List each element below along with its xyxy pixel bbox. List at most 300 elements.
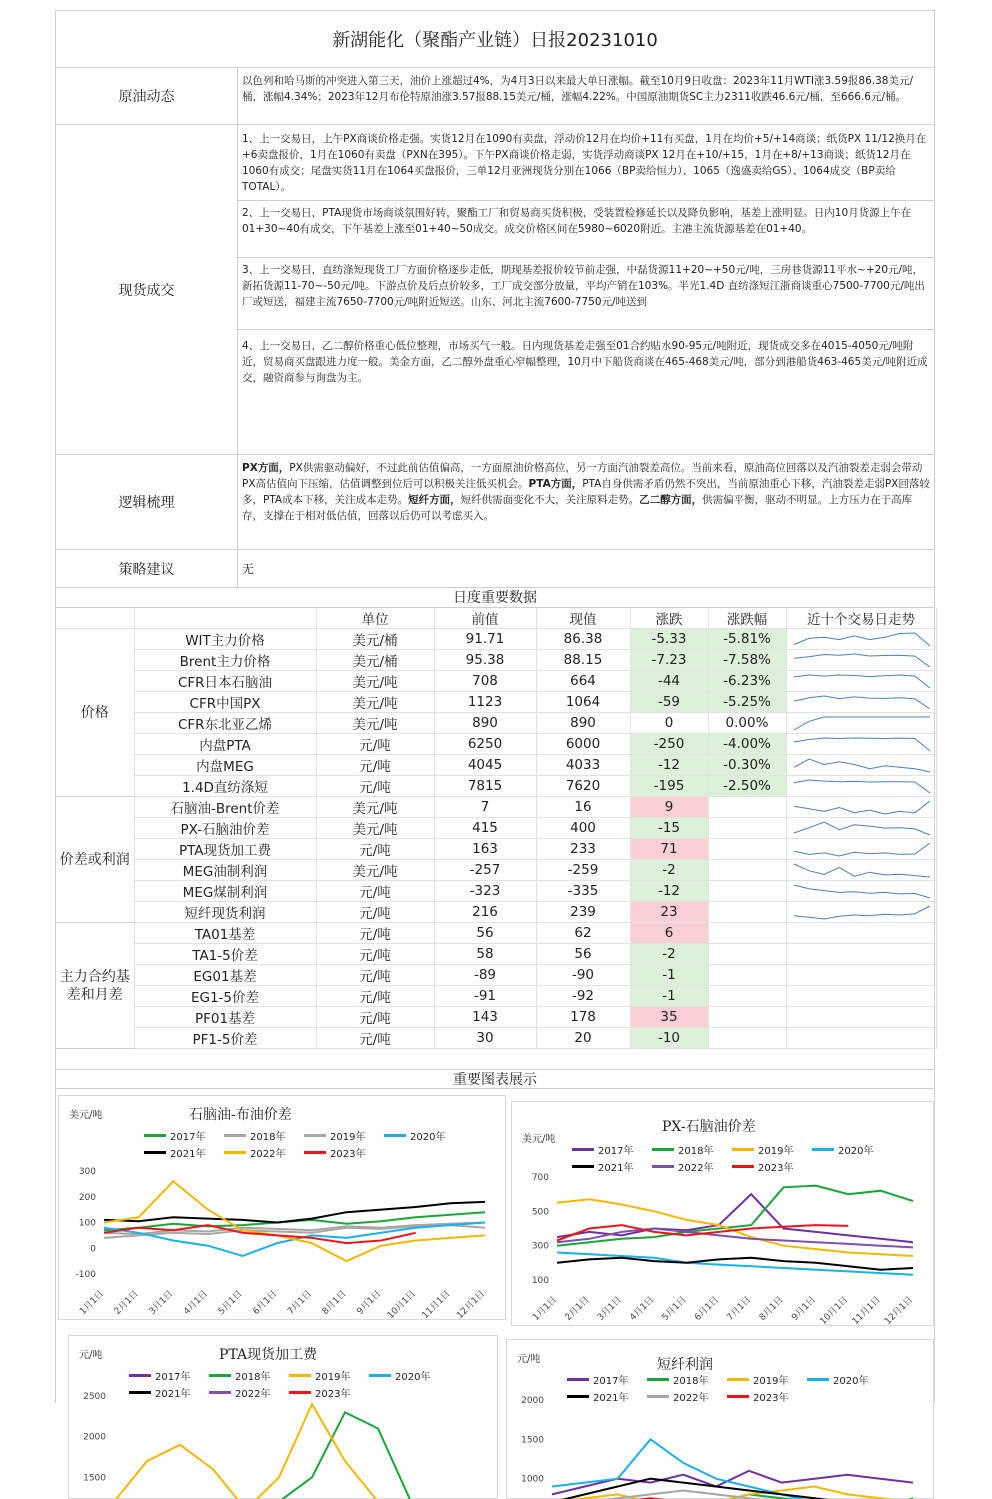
table-row: [56, 776, 936, 797]
row-sparkline: [786, 923, 936, 944]
spot-item-3: 3、上一交易日，直纺涤短现货工厂方面价格逐步走低，期现基差报价较节前走强，中磊货源11+20~+50元/吨，三房巷货源11平水~+20元/吨，新拓货源11-70~-50元/吨。下游点价及后点价较多，工厂成交部分放量，平均产销在103%。半光1.4D 直纺涤短江浙商谈重心7500-7700元/吨出厂或短送，福建主流7650-7700元/吨附近短送。山东、河北主流7600-7750元/吨送到: [238, 258, 934, 330]
table-row: [56, 860, 936, 881]
legend-label: 2019年: [330, 1128, 365, 1143]
row-unit: 元/吨: [316, 965, 434, 986]
sparkline-series: [794, 717, 930, 730]
logic-text: [238, 455, 934, 549]
legend-label: 2020年: [410, 1128, 445, 1143]
row-sparkline: [786, 986, 936, 1007]
row-cur: 664: [536, 671, 630, 692]
row-name: PF1-5价差: [134, 1028, 316, 1049]
sparkline-series: [794, 885, 930, 898]
row-sparkline: [786, 860, 936, 881]
x-tick-label: 7月1日: [725, 1294, 754, 1323]
row-unit: 元/吨: [316, 1028, 434, 1049]
chart-series-line: [114, 1412, 477, 1499]
row-name: 石脑油-Brent价差: [134, 797, 316, 818]
logic-pta-text: PTA自身供需矛盾仍然不突出，当前原油重心下移，汽油裂差走弱PX回落较多，PTA成本下移，关注成本走势。: [242, 478, 930, 506]
row-pct: [708, 839, 786, 860]
row-unit: 元/吨: [316, 1007, 434, 1028]
row-unit: 美元/吨: [316, 818, 434, 839]
chart-title: 石脑油-布油价差: [189, 1104, 292, 1124]
legend-label: 2022年: [235, 1385, 270, 1400]
row-cur: 400: [536, 818, 630, 839]
sparkline: [792, 798, 932, 817]
y-tick-label: 100: [532, 1276, 549, 1286]
row-cur: 7620: [536, 776, 630, 797]
table-row: [56, 650, 936, 671]
group-label: 主力合约基差和月差: [56, 923, 134, 1049]
row-name: TA01基差: [134, 923, 316, 944]
row-cur: -90: [536, 965, 630, 986]
row-chg: -195: [630, 776, 708, 797]
spot-section: [56, 125, 934, 455]
row-prev: -89: [434, 965, 536, 986]
x-tick-label: 9月1日: [789, 1294, 818, 1323]
row-name: Brent主力价格: [134, 650, 316, 671]
sparkline: [792, 672, 932, 691]
x-tick-label: 12月1日: [882, 1294, 915, 1327]
x-tick-label: 2月1日: [112, 1288, 141, 1317]
chart-plot: [59, 1096, 505, 1319]
row-pct: -6.23%: [708, 671, 786, 692]
legend-label: 2021年: [598, 1159, 633, 1174]
row-sparkline: [786, 839, 936, 860]
row-name: PF01基差: [134, 1007, 316, 1028]
row-name: CFR中国PX: [134, 692, 316, 713]
row-cur: 88.15: [536, 650, 630, 671]
row-chg: -1: [630, 986, 708, 1007]
row-unit: 美元/桶: [316, 629, 434, 650]
row-name: EG01基差: [134, 965, 316, 986]
row-cur: 20: [536, 1028, 630, 1049]
sparkline: [792, 714, 932, 733]
row-name: 短纤现货利润: [134, 902, 316, 923]
logic-section: [56, 455, 934, 550]
row-cur: 86.38: [536, 629, 630, 650]
daily-title: 日度重要数据: [56, 588, 934, 608]
legend-label: 2021年: [170, 1145, 205, 1160]
row-cur: 233: [536, 839, 630, 860]
y-tick-label: 2000: [521, 1396, 544, 1406]
table-row: [56, 713, 936, 734]
chart-series-line: [104, 1202, 485, 1223]
row-unit: 元/吨: [316, 839, 434, 860]
legend-label: 2017年: [598, 1142, 633, 1157]
chart-series-line: [557, 1253, 913, 1275]
table-row: [56, 1007, 936, 1028]
x-tick-label: 3月1日: [147, 1288, 176, 1317]
x-tick-label: 2月1日: [563, 1294, 592, 1323]
header-trend: 近十个交易日走势: [786, 608, 936, 629]
daily-body: [56, 629, 936, 1049]
table-row: [56, 818, 936, 839]
legend-label: 2023年: [315, 1385, 350, 1400]
report-title: 新湖能化（聚酯产业链）日报20231010: [56, 10, 934, 68]
legend-label: 2021年: [155, 1385, 190, 1400]
report-sheet: [55, 10, 935, 1403]
sparkline: [792, 756, 932, 775]
sparkline: [792, 840, 932, 859]
row-unit: 元/吨: [316, 734, 434, 755]
row-pct: [708, 797, 786, 818]
sparkline: [792, 819, 932, 838]
daily-header-row: [56, 608, 936, 629]
row-sparkline: [786, 755, 936, 776]
table-row: [56, 881, 936, 902]
row-unit: 美元/吨: [316, 671, 434, 692]
row-chg: 23: [630, 902, 708, 923]
chart-pf-profit: [506, 1339, 934, 1499]
sparkline: [792, 630, 932, 649]
row-name: 内盘MEG: [134, 755, 316, 776]
row-prev: 6250: [434, 734, 536, 755]
sparkline: [792, 735, 932, 754]
legend-label: 2022年: [678, 1159, 713, 1174]
table-row: [56, 965, 936, 986]
row-pct: -4.00%: [708, 734, 786, 755]
sparkline-series: [794, 654, 930, 667]
group-label: 价格: [56, 629, 134, 797]
chart-title: PX-石脑油价差: [662, 1116, 756, 1136]
row-chg: 6: [630, 923, 708, 944]
row-chg: -5.33: [630, 629, 708, 650]
y-tick-label: -100: [76, 1270, 97, 1280]
logic-eg-head: 乙二醇方面，: [639, 494, 702, 506]
row-unit: 元/吨: [316, 944, 434, 965]
y-tick-label: 500: [532, 1207, 549, 1217]
row-pct: [708, 965, 786, 986]
chart-title: PTA现货加工费: [219, 1344, 317, 1364]
row-unit: 元/吨: [316, 776, 434, 797]
row-prev: 95.38: [434, 650, 536, 671]
row-unit: 元/吨: [316, 902, 434, 923]
y-tick-label: 1500: [83, 1473, 106, 1483]
x-tick-label: 10月1日: [385, 1288, 418, 1321]
sparkline-series: [794, 738, 930, 751]
row-name: MEG油制利润: [134, 860, 316, 881]
row-cur: 4033: [536, 755, 630, 776]
legend-label: 2020年: [838, 1142, 873, 1157]
legend-label: 2018年: [673, 1372, 708, 1387]
legend-label: 2021年: [593, 1389, 628, 1404]
group-label: 价差或利润: [56, 797, 134, 923]
row-sparkline: [786, 713, 936, 734]
spot-label: 现货成交: [56, 125, 238, 454]
y-tick-label: 1000: [521, 1475, 544, 1485]
row-pct: -7.58%: [708, 650, 786, 671]
row-prev: -257: [434, 860, 536, 881]
row-prev: 143: [434, 1007, 536, 1028]
row-name: CFR日本石脑油: [134, 671, 316, 692]
strategy-text: 无: [238, 550, 934, 587]
sparkline: [792, 777, 932, 796]
legend-label: 2018年: [235, 1368, 270, 1383]
chart-unit: 美元/吨: [522, 1130, 555, 1145]
row-prev: 7815: [434, 776, 536, 797]
legend-label: 2020年: [395, 1368, 430, 1383]
chart-unit: 元/吨: [517, 1350, 540, 1365]
row-cur: 890: [536, 713, 630, 734]
row-sparkline: [786, 818, 936, 839]
row-pct: -2.50%: [708, 776, 786, 797]
sparkline-series: [794, 780, 930, 793]
chart-pta-fee: [68, 1335, 498, 1499]
row-pct: [708, 986, 786, 1007]
spot-item-2: 2、上一交易日，PTA现货市场商谈氛围好转，聚酯工厂和贸易商买货积极，受装置检修延长以及降负影响，基差上涨明显。日内10月货源上午在01+30~40有成交，下午基差上涨至01+40~50成交。成交价格区间在5980~6020附近。主港主流货源基差在01+40。: [238, 201, 934, 258]
sparkline: [792, 651, 932, 670]
table-row: [56, 692, 936, 713]
logic-pf-head: 短纤方面，: [408, 494, 461, 506]
row-sparkline: [786, 902, 936, 923]
table-row: [56, 629, 936, 650]
row-sparkline: [786, 629, 936, 650]
crude-section: [56, 68, 934, 125]
row-name: TA1-5价差: [134, 944, 316, 965]
x-tick-label: 8月1日: [757, 1294, 786, 1323]
x-tick-label: 11月1日: [850, 1294, 883, 1327]
table-row: [56, 797, 936, 818]
row-pct: -5.25%: [708, 692, 786, 713]
charts-title: 重要图表展示: [56, 1069, 934, 1089]
row-prev: 4045: [434, 755, 536, 776]
row-prev: 415: [434, 818, 536, 839]
row-chg: 9: [630, 797, 708, 818]
chart-unit: 美元/吨: [69, 1106, 102, 1121]
legend-label: 2022年: [250, 1145, 285, 1160]
daily-table: [56, 608, 937, 1049]
x-tick-label: 8月1日: [320, 1288, 349, 1317]
row-unit: 元/吨: [316, 986, 434, 1007]
x-tick-label: 3月1日: [595, 1294, 624, 1323]
legend-label: 2020年: [833, 1372, 868, 1387]
row-chg: 35: [630, 1007, 708, 1028]
y-tick-label: 300: [532, 1242, 549, 1252]
row-chg: -59: [630, 692, 708, 713]
row-chg: -2: [630, 860, 708, 881]
x-tick-label: 5月1日: [660, 1294, 689, 1323]
sparkline: [792, 693, 932, 712]
row-prev: 163: [434, 839, 536, 860]
header-unit: 单位: [316, 608, 434, 629]
row-pct: [708, 902, 786, 923]
crude-text: 以色列和哈马斯的冲突进入第三天，油价上涨超过4%，为4月3日以来最大单日涨幅。截至10月9日收盘：2023年11月WTI涨3.59报86.38美元/桶，涨幅4.34%；2023年12月布伦特原油涨3.57报88.15美元/桶，涨幅4.22%。中国原油期货SC主力2311收跌46.6元/桶，至666.6元/桶。: [238, 68, 934, 124]
charts-area: [56, 1089, 934, 1499]
row-cur: 6000: [536, 734, 630, 755]
row-sparkline: [786, 1007, 936, 1028]
row-chg: 0: [630, 713, 708, 734]
row-unit: 美元/桶: [316, 650, 434, 671]
row-sparkline: [786, 944, 936, 965]
x-tick-label: 11月1日: [420, 1288, 453, 1321]
chart-title: 短纤利润: [657, 1354, 713, 1374]
row-prev: 216: [434, 902, 536, 923]
row-unit: 美元/吨: [316, 692, 434, 713]
sparkline: [792, 903, 932, 922]
spot-item-1: 1、上一交易日，上午PX商谈价格走强。实货12月在1090有卖盘，浮动价12月在均价+11有买盘，1月在均价+5/+14商谈；纸货PX 11/12换月在+6卖盘报价，1月在1060有卖盘（PXN在395）。下午PX商谈价格走弱，实货浮动商谈PX 12月在+10/+15，1月在+8/+13商谈；纸货12月在1060有成交；尾盘实货11月在1064买盘报价，三单12月亚洲现货分别在1066（BP卖给恒力）、1065（逸盛卖给GS）、1064成交（BP卖给TOTAL）。: [238, 125, 934, 201]
y-tick-label: 2500: [83, 1392, 106, 1402]
row-chg: -15: [630, 818, 708, 839]
row-cur: 178: [536, 1007, 630, 1028]
row-prev: 91.71: [434, 629, 536, 650]
legend-label: 2018年: [678, 1142, 713, 1157]
row-sparkline: [786, 776, 936, 797]
table-row: [56, 755, 936, 776]
table-row: [56, 839, 936, 860]
header-prev: 前值: [434, 608, 536, 629]
row-prev: 708: [434, 671, 536, 692]
table-row: [56, 1028, 936, 1049]
x-tick-label: 4月1日: [181, 1288, 210, 1317]
row-chg: -250: [630, 734, 708, 755]
legend-label: 2022年: [673, 1389, 708, 1404]
row-name: PTA现货加工费: [134, 839, 316, 860]
chart-series-line: [114, 1404, 477, 1499]
legend-label: 2023年: [330, 1145, 365, 1160]
row-name: 内盘PTA: [134, 734, 316, 755]
row-pct: -5.81%: [708, 629, 786, 650]
row-pct: [708, 923, 786, 944]
row-prev: -91: [434, 986, 536, 1007]
row-prev: 30: [434, 1028, 536, 1049]
sparkline-series: [794, 906, 930, 919]
x-tick-label: 9月1日: [355, 1288, 384, 1317]
row-name: MEG煤制利润: [134, 881, 316, 902]
chart-plot: [507, 1340, 933, 1498]
row-prev: 7: [434, 797, 536, 818]
row-sparkline: [786, 1028, 936, 1049]
sparkline-series: [794, 759, 930, 772]
legend-label: 2019年: [753, 1372, 788, 1387]
y-tick-label: 700: [532, 1173, 549, 1183]
row-chg: -12: [630, 755, 708, 776]
row-cur: 1064: [536, 692, 630, 713]
row-cur: 239: [536, 902, 630, 923]
sparkline-series: [794, 696, 930, 709]
x-tick-label: 6月1日: [251, 1288, 280, 1317]
row-pct: [708, 1028, 786, 1049]
sparkline-series: [794, 675, 930, 688]
row-pct: [708, 944, 786, 965]
crude-label: 原油动态: [56, 68, 238, 124]
x-tick-label: 7月1日: [285, 1288, 314, 1317]
row-unit: 美元/吨: [316, 860, 434, 881]
row-sparkline: [786, 797, 936, 818]
header-chg: 涨跌: [630, 608, 708, 629]
row-name: WIT主力价格: [134, 629, 316, 650]
row-sparkline: [786, 650, 936, 671]
strategy-section: [56, 550, 934, 588]
spot-item-4: 4、上一交易日，乙二醇价格重心低位整理，市场买气一般。日内现货基差走强至01合约贴水90-95元/吨附近，现货成交多在4015-4050元/吨附近，贸易商买盘跟进力度一般。美金方面，乙二醇外盘重心窄幅整理，10月中下船货商谈在465-468美元/吨，部分到港船货463-465美元/吨附近成交，融资商参与询盘为主。: [238, 330, 934, 392]
row-sparkline: [786, 965, 936, 986]
row-name: EG1-5价差: [134, 986, 316, 1007]
legend-label: 2017年: [155, 1368, 190, 1383]
row-chg: -1: [630, 965, 708, 986]
legend-label: 2017年: [593, 1372, 628, 1387]
row-pct: [708, 860, 786, 881]
y-tick-label: 1500: [521, 1435, 544, 1445]
sparkline: [792, 882, 932, 901]
row-chg: -44: [630, 671, 708, 692]
chart-plot: [512, 1102, 933, 1325]
y-tick-label: 200: [79, 1193, 96, 1203]
header-cur: 现值: [536, 608, 630, 629]
row-sparkline: [786, 734, 936, 755]
logic-eg-text: 供需偏平衡，驱动不明显。上方压力在于高库存，支撑在于相对低估值，回落以后仍可以考虑买入。: [242, 494, 912, 522]
sparkline-series: [794, 822, 930, 835]
logic-px-text: PX供需驱动偏好，不过此前估值偏高，一方面原油价格高位，另一方面汽油裂差高位。当前来看，原油高位回落以及汽油裂差走弱会带动PX高估值向下压缩，估值调整到位后可以积极关注低买机会。: [242, 462, 922, 490]
row-chg: -10: [630, 1028, 708, 1049]
row-unit: 元/吨: [316, 881, 434, 902]
row-name: CFR东北亚乙烯: [134, 713, 316, 734]
row-chg: -7.23: [630, 650, 708, 671]
y-tick-label: 0: [90, 1244, 96, 1254]
row-name: PX-石脑油价差: [134, 818, 316, 839]
chart-naphtha-brent: [58, 1095, 506, 1320]
row-cur: 56: [536, 944, 630, 965]
row-cur: 62: [536, 923, 630, 944]
y-tick-label: 2000: [83, 1433, 106, 1443]
logic-label: 逻辑梳理: [56, 455, 238, 549]
row-chg: -12: [630, 881, 708, 902]
chart-series-line: [557, 1258, 913, 1270]
row-prev: 1123: [434, 692, 536, 713]
row-pct: 0.00%: [708, 713, 786, 734]
row-chg: -2: [630, 944, 708, 965]
x-tick-label: 1月1日: [78, 1288, 107, 1317]
table-row: [56, 734, 936, 755]
row-unit: 元/吨: [316, 755, 434, 776]
row-cur: -92: [536, 986, 630, 1007]
table-row: [56, 944, 936, 965]
sparkline: [792, 861, 932, 880]
row-prev: 56: [434, 923, 536, 944]
row-prev: -323: [434, 881, 536, 902]
row-sparkline: [786, 671, 936, 692]
sparkline-series: [794, 843, 930, 856]
row-cur: 16: [536, 797, 630, 818]
row-cur: -259: [536, 860, 630, 881]
legend-label: 2018年: [250, 1128, 285, 1143]
row-cur: -335: [536, 881, 630, 902]
row-sparkline: [786, 692, 936, 713]
legend-label: 2023年: [753, 1389, 788, 1404]
logic-px-head: PX方面，: [242, 462, 289, 474]
chart-plot: [69, 1336, 497, 1498]
legend-label: 2017年: [170, 1128, 205, 1143]
header-pct: 涨跌幅: [708, 608, 786, 629]
sparkline-series: [794, 801, 930, 814]
chart-unit: 元/吨: [79, 1346, 102, 1361]
x-tick-label: 5月1日: [216, 1288, 245, 1317]
row-pct: -0.30%: [708, 755, 786, 776]
row-pct: [708, 818, 786, 839]
chart-px-naphtha: [511, 1101, 934, 1326]
x-tick-label: 1月1日: [531, 1294, 560, 1323]
legend-label: 2019年: [758, 1142, 793, 1157]
table-row: [56, 671, 936, 692]
row-name: 1.4D直纺涤短: [134, 776, 316, 797]
row-unit: 美元/吨: [316, 713, 434, 734]
x-tick-label: 6月1日: [692, 1294, 721, 1323]
table-row: [56, 902, 936, 923]
x-tick-label: 10月1日: [818, 1294, 851, 1327]
row-unit: 元/吨: [316, 923, 434, 944]
row-pct: [708, 1007, 786, 1028]
row-sparkline: [786, 881, 936, 902]
sparkline-series: [794, 864, 930, 877]
row-pct: [708, 881, 786, 902]
